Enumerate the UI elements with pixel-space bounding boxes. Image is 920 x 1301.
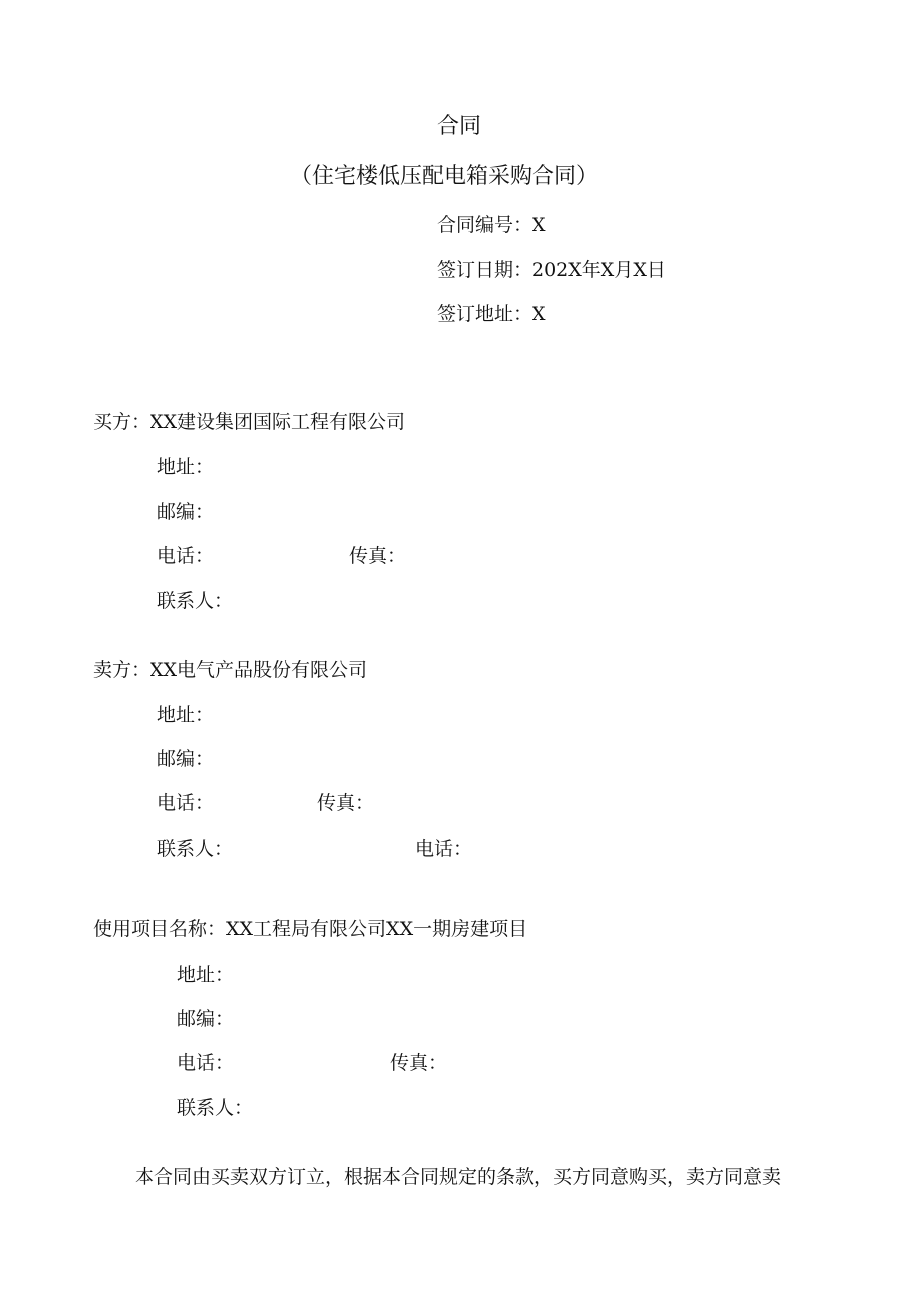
body-paragraph: 本合同由买卖双方订立，根据本合同规定的条款，买方同意购买，卖方同意卖 (135, 1166, 782, 1188)
document-title: 合同 (437, 114, 482, 139)
seller-address-label: 地址： (157, 704, 215, 726)
buyer-postcode-label: 邮编： (157, 501, 215, 523)
project-fax-label: 传真： (390, 1052, 448, 1074)
seller-fax-label: 传真： (317, 792, 375, 814)
buyer-fax-label: 传真： (349, 545, 407, 567)
contract-number: 合同编号：X (437, 214, 546, 236)
buyer-contact-label: 联系人： (157, 590, 234, 612)
seller-contact-phone-label: 电话： (415, 838, 473, 860)
buyer-heading: 买方：XX建设集团国际工程有限公司 (93, 411, 406, 433)
buyer-phone-label: 电话： (157, 545, 215, 567)
seller-contact-label: 联系人： (157, 838, 234, 860)
buyer-address-label: 地址： (157, 456, 215, 478)
seller-postcode-label: 邮编： (157, 748, 215, 770)
seller-phone-label: 电话： (157, 792, 215, 814)
project-phone-label: 电话： (177, 1052, 235, 1074)
seller-heading: 卖方：XX电气产品股份有限公司 (93, 659, 368, 681)
project-heading: 使用项目名称：XX工程局有限公司XX一期房建项目 (93, 918, 528, 940)
project-address-label: 地址： (177, 964, 235, 986)
sign-place: 签订地址：X (437, 303, 546, 325)
project-contact-label: 联系人： (177, 1097, 254, 1119)
sign-date: 签订日期：202X年X月X日 (437, 259, 666, 281)
project-postcode-label: 邮编： (177, 1008, 235, 1030)
document-subtitle: （住宅楼低压配电箱采购合同） (290, 164, 599, 189)
